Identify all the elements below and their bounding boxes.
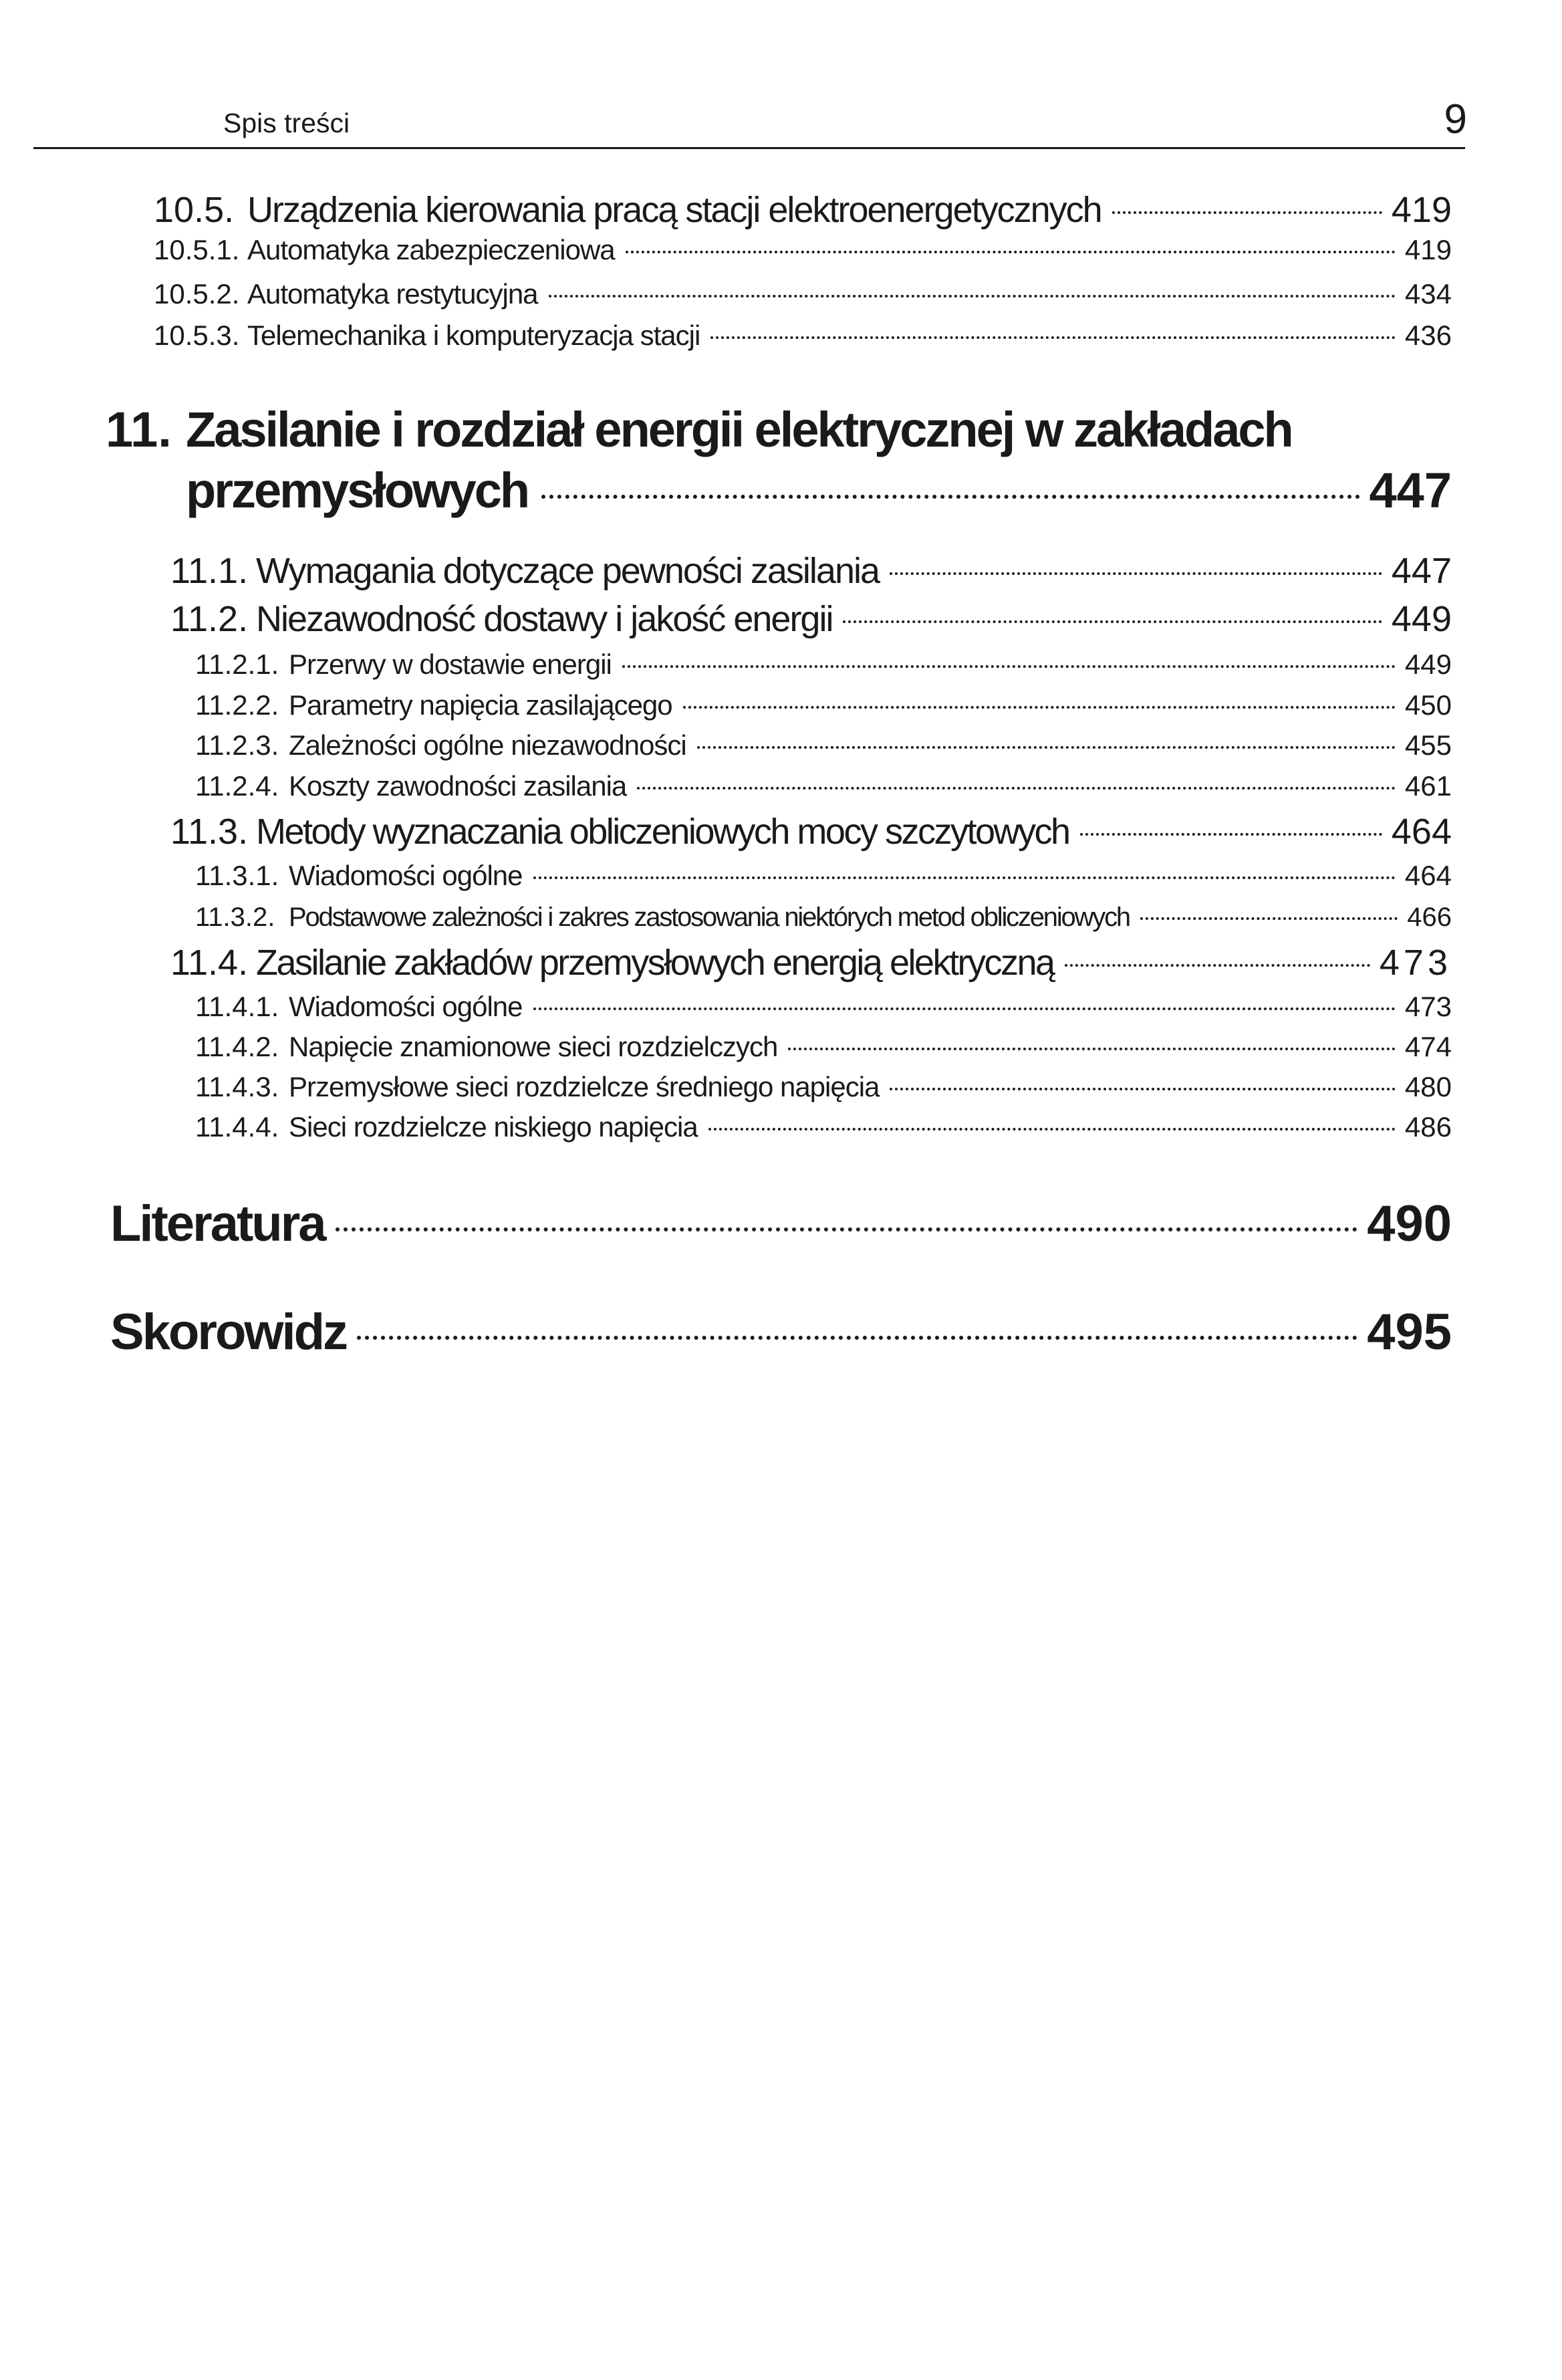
toc-entry-title: Wymagania dotyczące pewności zasilania xyxy=(256,551,880,591)
toc-entry-title: Telemechanika i komputeryzacja stacji xyxy=(247,320,700,351)
toc-entry[interactable] xyxy=(195,1028,1452,1063)
toc-entry[interactable] xyxy=(170,547,1452,592)
toc-entry[interactable] xyxy=(195,687,1452,721)
toc-entry-page: 473 xyxy=(1379,943,1452,983)
dot-leader xyxy=(697,727,1396,755)
toc-entry-page: 473 xyxy=(1404,991,1452,1022)
page-number: 9 xyxy=(1444,96,1467,142)
toc-entry-page: 419 xyxy=(1404,234,1452,265)
toc-entry-title: Parametry napięcia zasilającego xyxy=(289,689,672,721)
toc-entry[interactable] xyxy=(195,727,1452,761)
dot-leader xyxy=(533,857,1396,885)
running-header xyxy=(214,94,1467,147)
toc-entry-page: 461 xyxy=(1404,770,1452,802)
dot-leader xyxy=(708,1108,1396,1137)
toc-entry-number: 10.5.1. xyxy=(154,234,240,265)
toc-entry-number: 11.4.2. xyxy=(195,1031,279,1062)
toc-entry[interactable] xyxy=(170,939,1452,983)
toc-entry-title: Koszty zawodności zasilania xyxy=(289,770,627,802)
header-rule xyxy=(33,147,1465,149)
dot-leader xyxy=(683,687,1396,715)
chapter-page: 447 xyxy=(1369,463,1452,518)
dot-leader xyxy=(622,646,1396,674)
toc-entry[interactable] xyxy=(195,767,1452,802)
toc-entry-title: Metody wyznaczania obliczeniowych mocy szczytowych xyxy=(256,812,1069,852)
toc-entry-number: 11.2. xyxy=(170,599,249,639)
toc-entry-number: 10.5.3. xyxy=(154,320,240,351)
toc-entry-page: 455 xyxy=(1404,729,1452,761)
toc-entry-number: 11.3. xyxy=(170,812,249,852)
toc-entry-title: Sieci rozdzielcze niskiego napięcia xyxy=(289,1111,698,1143)
toc-entry-number: 11.4.4. xyxy=(195,1111,279,1143)
toc-entry-page: 434 xyxy=(1404,278,1452,310)
chapter-heading-continuation[interactable] xyxy=(186,458,1452,519)
toc-entry-title: Zależności ogólne niezawodności xyxy=(289,729,686,761)
toc-entry-title: Skorowidz xyxy=(110,1304,347,1360)
toc-entry-number: 11.1. xyxy=(170,551,249,591)
dot-leader xyxy=(357,1298,1357,1349)
toc-entry-page: 495 xyxy=(1367,1304,1452,1360)
toc-entry-title: Urządzenia kierowania pracą stacji elektroenergetycznych xyxy=(247,190,1101,230)
toc-entry[interactable] xyxy=(154,317,1452,352)
toc-entry-literatura[interactable] xyxy=(110,1190,1452,1253)
chapter-number: 11. xyxy=(106,402,172,457)
toc-entry-number: 11.4. xyxy=(170,943,249,983)
dot-leader xyxy=(710,317,1396,345)
dot-leader xyxy=(637,767,1396,796)
chapter-title-line-2: przemysłowych xyxy=(186,463,529,518)
dot-leader xyxy=(788,1028,1396,1056)
toc-entry-title: Automatyka restytucyjna xyxy=(247,278,538,310)
toc-entry[interactable] xyxy=(170,595,1452,640)
dot-leader xyxy=(843,595,1382,631)
toc-entry-number: 11.2.3. xyxy=(195,729,279,761)
toc-entry-page: 464 xyxy=(1391,812,1452,852)
dot-leader xyxy=(549,275,1396,304)
dot-leader xyxy=(626,231,1396,259)
toc-entry[interactable] xyxy=(154,186,1452,231)
toc-entry-page: 449 xyxy=(1391,599,1452,639)
toc-entry-number: 10.5. xyxy=(154,190,235,230)
toc-entry-page: 466 xyxy=(1407,903,1452,932)
toc-entry-page: 464 xyxy=(1404,860,1452,891)
toc-entry-number: 11.3.2. xyxy=(195,903,275,932)
toc-entry-title: Przemysłowe sieci rozdzielcze średniego napięcia xyxy=(289,1071,880,1102)
chapter-title-line-1: Zasilanie i rozdział energii elektrycznej w zakładach xyxy=(186,402,1292,457)
toc-entry[interactable] xyxy=(154,275,1452,310)
toc-entry-number: 11.2.1. xyxy=(195,648,279,680)
dot-leader xyxy=(1140,899,1398,926)
toc-entry-page: 449 xyxy=(1404,648,1452,680)
toc-entry[interactable] xyxy=(195,1068,1452,1103)
toc-entry-title: Przerwy w dostawie energii xyxy=(289,648,612,680)
toc-entry[interactable] xyxy=(195,646,1452,681)
toc-entry-title: Literatura xyxy=(110,1195,325,1252)
dot-leader xyxy=(1065,939,1370,975)
toc-entry[interactable] xyxy=(195,857,1452,892)
toc-entry[interactable] xyxy=(154,231,1452,266)
toc-entry-page: 474 xyxy=(1404,1031,1452,1062)
chapter-heading[interactable] xyxy=(106,401,1452,458)
toc-entry-page: 486 xyxy=(1404,1111,1452,1143)
toc-entry-title: Automatyka zabezpieczeniowa xyxy=(247,234,615,265)
toc-entry-number: 11.4.1. xyxy=(195,991,279,1022)
toc-entry-title: Podstawowe zależności i zakres zastosowania niektórych metod obliczeniowych xyxy=(289,903,1130,932)
toc-entry-number: 11.4.3. xyxy=(195,1071,279,1102)
toc-entry-page: 436 xyxy=(1404,320,1452,351)
running-header-title: Spis treści xyxy=(223,108,350,138)
toc-entry-title: Zasilanie zakładów przemysłowych energią elektryczną xyxy=(256,943,1054,983)
dot-leader xyxy=(1112,186,1382,222)
toc-entry-page: 480 xyxy=(1404,1071,1452,1102)
toc-entry-skorowidz[interactable] xyxy=(110,1298,1452,1361)
toc-entry-number: 10.5.2. xyxy=(154,278,240,310)
toc-entry-page: 447 xyxy=(1391,551,1452,591)
toc-entry-page: 490 xyxy=(1367,1195,1452,1252)
toc-entry[interactable] xyxy=(195,1108,1452,1143)
dot-leader xyxy=(1080,808,1382,844)
toc-entry-page: 419 xyxy=(1391,190,1452,230)
toc-entry[interactable] xyxy=(170,808,1452,852)
toc-entry-page: 450 xyxy=(1404,689,1452,721)
toc-entry-title: Wiadomości ogólne xyxy=(289,860,523,891)
toc-entry-title: Niezawodność dostawy i jakość energii xyxy=(256,599,833,639)
toc-entry-number: 11.2.2. xyxy=(195,689,279,721)
dot-leader xyxy=(890,547,1382,583)
dot-leader xyxy=(533,988,1396,1016)
toc-entry-number: 11.2.4. xyxy=(195,770,279,802)
toc-entry[interactable] xyxy=(195,899,1452,933)
dot-leader xyxy=(890,1068,1395,1096)
dot-leader xyxy=(336,1190,1358,1241)
toc-entry-number: 11.3.1. xyxy=(195,860,279,891)
toc-entry[interactable] xyxy=(195,988,1452,1023)
dot-leader xyxy=(541,458,1359,507)
toc-entry-title: Napięcie znamionowe sieci rozdzielczych xyxy=(289,1031,778,1062)
toc-entry-title: Wiadomości ogólne xyxy=(289,991,523,1022)
